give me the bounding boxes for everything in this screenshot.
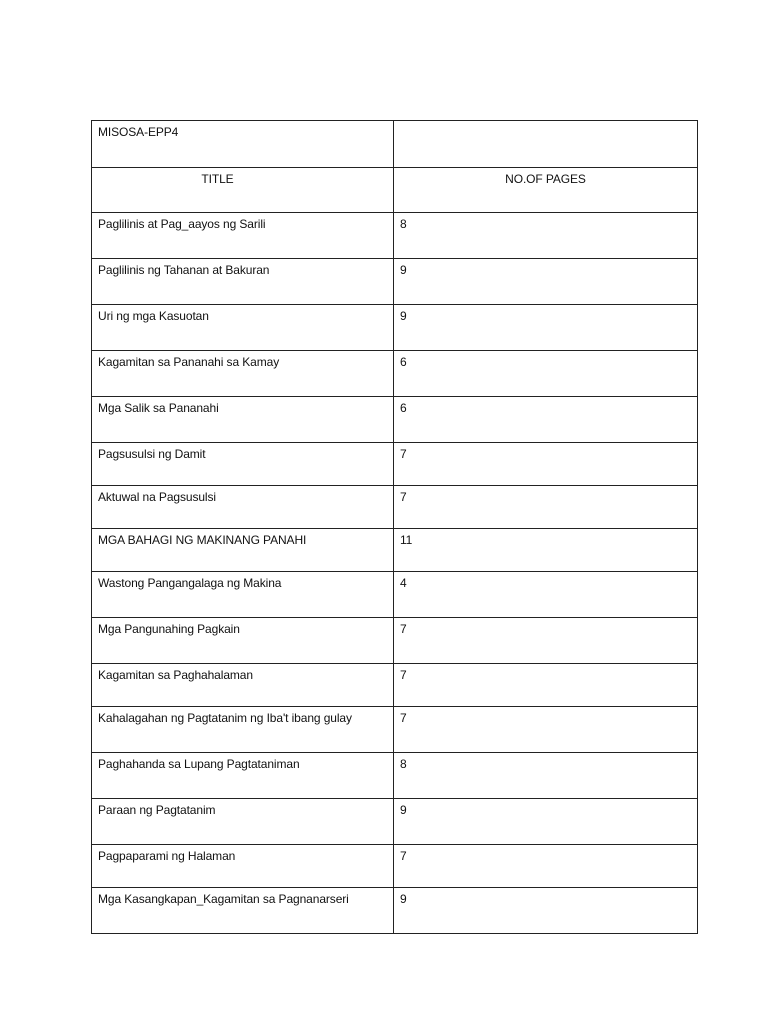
table-row — [92, 888, 698, 934]
module-title: Mga Salik sa Pananahi — [92, 397, 394, 443]
table-row — [92, 753, 698, 799]
module-pages: 7 — [394, 707, 698, 753]
modules-table — [91, 120, 698, 934]
module-title: Uri ng mga Kasuotan — [92, 305, 394, 351]
module-pages: 6 — [394, 397, 698, 443]
module-title: Kagamitan sa Paghahalaman — [92, 664, 394, 707]
module-pages: 7 — [394, 443, 698, 486]
module-pages: 7 — [394, 664, 698, 707]
table-row — [92, 305, 698, 351]
table-row — [92, 259, 698, 305]
module-pages: 9 — [394, 305, 698, 351]
module-title: Pagsusulsi ng Damit — [92, 443, 394, 486]
module-title: Wastong Pangangalaga ng Makina — [92, 572, 394, 618]
module-pages: 9 — [394, 799, 698, 845]
module-title: Paghahanda sa Lupang Pagtataniman — [92, 753, 394, 799]
module-pages: 8 — [394, 753, 698, 799]
table-title-row — [92, 121, 698, 168]
table-row — [92, 486, 698, 529]
module-pages: 7 — [394, 486, 698, 529]
module-pages: 7 — [394, 845, 698, 888]
table-row — [92, 799, 698, 845]
module-pages: 4 — [394, 572, 698, 618]
module-title: Kagamitan sa Pananahi sa Kamay — [92, 351, 394, 397]
title-column-header: TITLE — [92, 168, 394, 213]
module-pages: 6 — [394, 351, 698, 397]
empty-cell — [394, 121, 698, 168]
table-row — [92, 397, 698, 443]
table-row — [92, 213, 698, 259]
table-row — [92, 845, 698, 888]
course-code-cell: MISOSA-EPP4 — [92, 121, 394, 168]
module-title: MGA BAHAGI NG MAKINANG PANAHI — [92, 529, 394, 572]
table-row — [92, 351, 698, 397]
module-title: Mga Kasangkapan_Kagamitan sa Pagnanarseri — [92, 888, 394, 934]
module-pages: 7 — [394, 618, 698, 664]
module-title: Aktuwal na Pagsusulsi — [92, 486, 394, 529]
pages-column-header: NO.OF PAGES — [394, 168, 698, 213]
module-title: Paglilinis at Pag_aayos ng Sarili — [92, 213, 394, 259]
module-pages: 11 — [394, 529, 698, 572]
module-title: Kahalagahan ng Pagtatanim ng Iba't ibang gulay — [92, 707, 394, 753]
module-title: Pagpaparami ng Halaman — [92, 845, 394, 888]
table-row — [92, 707, 698, 753]
module-title: Paglilinis ng Tahanan at Bakuran — [92, 259, 394, 305]
module-title: Mga Pangunahing Pagkain — [92, 618, 394, 664]
table-row — [92, 618, 698, 664]
table-row — [92, 529, 698, 572]
table-header-row — [92, 168, 698, 213]
table-row — [92, 664, 698, 707]
table-row — [92, 572, 698, 618]
module-pages: 9 — [394, 259, 698, 305]
table-row — [92, 443, 698, 486]
module-pages: 8 — [394, 213, 698, 259]
module-pages: 9 — [394, 888, 698, 934]
module-title: Paraan ng Pagtatanim — [92, 799, 394, 845]
